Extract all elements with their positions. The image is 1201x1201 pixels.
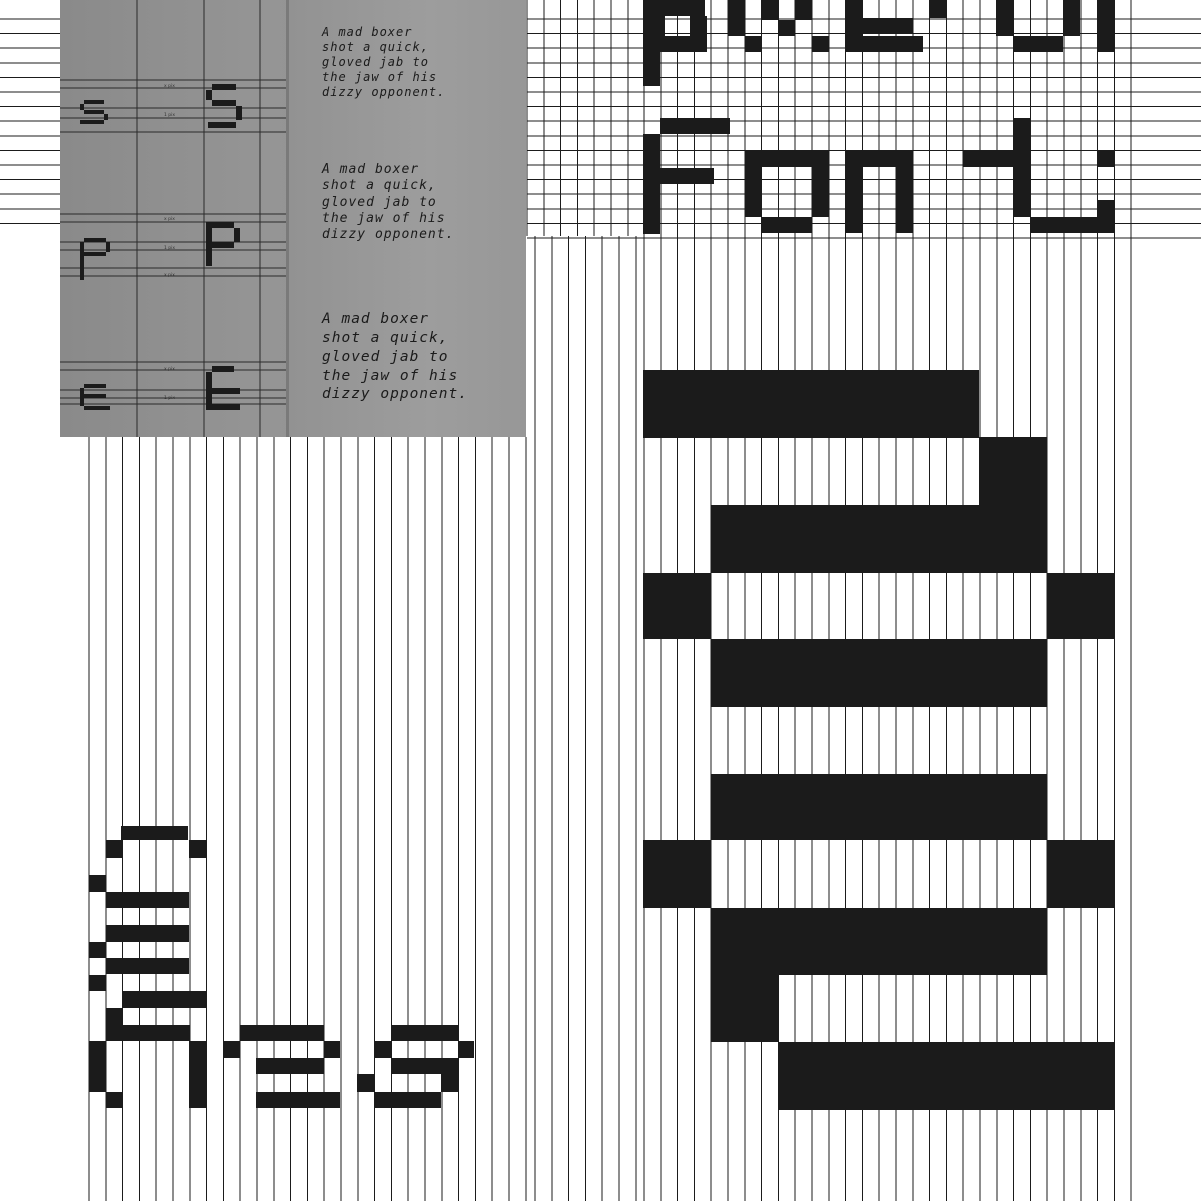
specimen-text-small: A mad boxer shot a quick, gloved jab to the jaw of his dizzy opponent. (322, 25, 446, 99)
mesh-s-mid-right (441, 1074, 458, 1092)
font-F-stem (643, 134, 660, 234)
pixel-i (728, 0, 745, 36)
mesh-e-foot (256, 1092, 340, 1108)
photo-s-big-foot (208, 122, 236, 128)
mesh-s-mid (391, 1058, 458, 1074)
pixel-e-stem (846, 0, 863, 52)
mesh-a8 (106, 958, 189, 974)
metric-label-xpix-1: x pix (164, 84, 175, 89)
mesh-a9 (89, 975, 106, 991)
font-F-bar (660, 168, 714, 184)
photo-e-big-foot (212, 404, 240, 410)
giant-bar-4b (1047, 573, 1114, 639)
mesh-s-left (374, 1041, 391, 1058)
giant-bar-9 (711, 975, 779, 1042)
photo-p-big-top (212, 222, 234, 228)
mesh-h-right (189, 1041, 206, 1108)
photo-s-big-top (212, 84, 236, 90)
metric-label-1pix-3: 1 pix (164, 396, 176, 401)
pixel-l-foot (1013, 36, 1063, 52)
metric-label-xpix-4: x pix (164, 367, 175, 372)
photo-s-big-right (236, 106, 242, 120)
specimen-text-medium: A mad boxer shot a quick, gloved jab to the jaw of his dizzy opponent. (322, 162, 455, 242)
mesh-s-mid-left (357, 1074, 374, 1092)
photo-p-small-mid (84, 252, 106, 256)
mesh-e-right (324, 1041, 340, 1058)
mesh-a1 (121, 826, 188, 840)
mesh-e-bar (256, 1058, 324, 1074)
mesh-a10 (122, 991, 206, 1008)
photo-s-small-top (84, 100, 104, 104)
giant-bar-8 (711, 908, 1047, 975)
mesh-e-left (223, 1041, 240, 1058)
pixel-x-d (745, 36, 762, 52)
font-t-foot (1030, 217, 1097, 233)
giant-bar-5 (711, 639, 1047, 707)
photo-p-small-bowl (106, 242, 110, 252)
font-t-bar (963, 151, 1030, 167)
font-o-bottom (762, 217, 812, 233)
metric-label-xpix-2: x pix (164, 217, 175, 222)
pixel-dot-a (1063, 0, 1080, 36)
pixel-e-bar (863, 18, 913, 34)
pixel-last-stem (1097, 0, 1114, 52)
giant-bar-2 (979, 437, 1047, 505)
mesh-a5 (106, 892, 189, 908)
giant-bar-7a (643, 840, 711, 908)
photo-e-small-top (84, 384, 106, 388)
photo-s-big-left (206, 90, 212, 100)
photo-p-big-mid (212, 242, 234, 248)
photo-s-big-mid (212, 100, 236, 106)
mesh-a2 (106, 840, 122, 858)
mesh-a3 (189, 840, 206, 858)
photo-e-big-stem (206, 372, 212, 410)
mesh-e-top (240, 1025, 324, 1041)
giant-bar-1 (643, 370, 979, 438)
pixel-x-c (795, 0, 812, 20)
font-t-cap (1097, 151, 1114, 167)
mesh-s-foot (374, 1092, 441, 1108)
photo-e-small-foot (84, 406, 110, 410)
photo-e-big-top (212, 366, 234, 372)
mesh-a4 (89, 875, 106, 892)
photo-p-small-stem (80, 242, 84, 280)
mesh-h-foot (106, 1092, 123, 1108)
font-t-tail (1097, 200, 1114, 233)
photo-p-small-top (84, 238, 106, 242)
photo-e-small-bar (84, 394, 106, 398)
photo-p-big-bowl (234, 228, 240, 242)
mesh-s-right (458, 1041, 474, 1058)
metric-label-xpix-3: x pix (164, 273, 175, 278)
metric-label-1pix-1: 1 pix (164, 113, 176, 118)
photo-e-small-stem (80, 388, 84, 406)
giant-bar-6 (711, 774, 1047, 840)
mesh-s-top (391, 1025, 459, 1041)
pixel-l-top (929, 0, 946, 18)
pixel-x-e (812, 36, 829, 52)
metric-label-1pix-2: 1 pix (164, 246, 176, 251)
photo-glyph-group (80, 84, 242, 410)
pixel-l-a (996, 0, 1013, 36)
photo-e-big-bar (212, 388, 240, 394)
specimen-photo (60, 0, 526, 437)
photo-p-big-stem (206, 222, 212, 266)
font-F-top (660, 118, 730, 134)
pixel-P-bowl (665, 0, 705, 16)
pixel-e-foot (863, 36, 923, 52)
photo-s-small-foot (80, 120, 104, 124)
font-n-stem (846, 151, 863, 233)
pixel-P-stem-lower (643, 52, 660, 86)
font-o-left (745, 167, 762, 217)
mesh-a6 (89, 942, 106, 958)
giant-bar-7b (1047, 840, 1114, 908)
mesh-h-top (106, 1025, 190, 1041)
mesh-h-stem (89, 1041, 106, 1092)
font-t-stem (1013, 118, 1030, 217)
pixel-x-b (778, 20, 795, 36)
mesh-a11 (106, 1008, 122, 1025)
photo-s-small-left (80, 104, 84, 110)
pixel-x-a (762, 0, 778, 20)
giant-bar-3 (711, 505, 1047, 573)
pixel-P-bowl-bottom (660, 36, 707, 52)
font-n-arch (863, 151, 913, 167)
giant-bar-10 (779, 1042, 1114, 1110)
pixel-P-bowl-right (690, 16, 707, 36)
font-o-right (812, 167, 829, 217)
specimen-text-large: A mad boxer shot a quick, gloved jab to the jaw of his dizzy opponent. (322, 311, 468, 403)
photo-s-small-mid (84, 110, 104, 114)
giant-bar-4a (643, 573, 711, 639)
font-o-top (745, 151, 829, 167)
photo-s-small-right (104, 114, 108, 120)
mesh-a7 (106, 925, 189, 942)
font-n-right (896, 167, 913, 233)
